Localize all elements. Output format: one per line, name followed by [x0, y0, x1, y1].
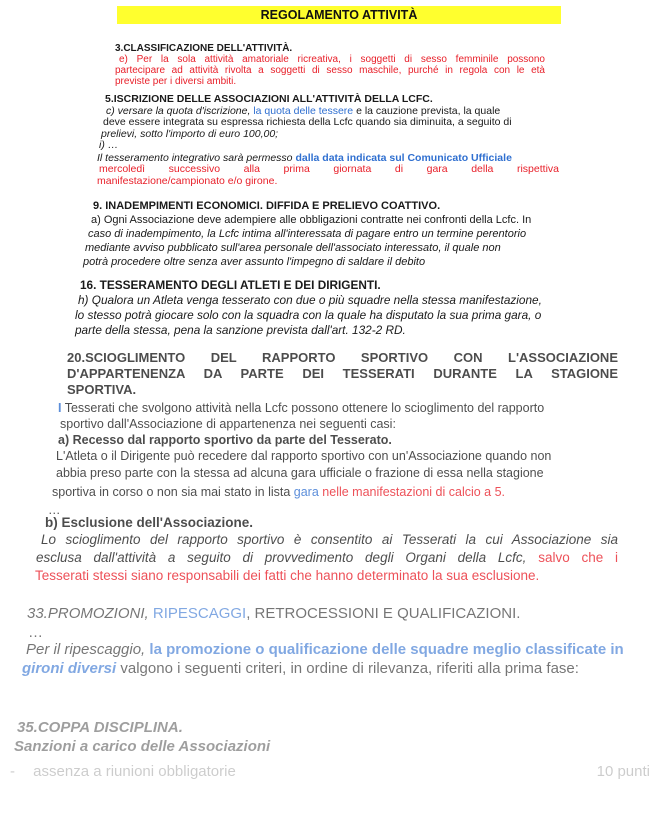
section-33-dots: …: [28, 624, 43, 641]
section-3-line: partecipare ad attività rivolta a soggetti di sesso maschile, purché in regola con le età: [115, 65, 545, 76]
section-16-title: 16. TESSERAMENTO DEGLI ATLETI E DEI DIRIGENTI.: [80, 278, 381, 292]
section-5-line: prelievi, sotto l'importo di euro 100,00;: [101, 127, 279, 140]
section-20-subheading-b: b) Esclusione dell'Associazione.: [45, 515, 254, 530]
section-20-line: sportivo dall'Associazione di appartenenza nei seguenti casi:: [60, 417, 396, 431]
section-16-line: lo stesso potrà giocare solo con la squadra con la quale ha disputato la sua prima gara, o: [75, 308, 542, 322]
section-9-line: mediante avviso pubblicato sull'area personale dell'associato interessato, il quale non: [85, 242, 501, 254]
section-9-line: a) Ogni Associazione deve adempiere alle obbligazioni contratte nei confronti della Lcfc. In: [91, 214, 532, 226]
section-20-line: esclusa dall'attività a seguito di provvedimento degli Organi della Lcfc, salvo che i: [36, 550, 618, 565]
section-35-item-points: 10 punti: [596, 763, 650, 780]
section-20-line: Lo scioglimento del rapporto sportivo è consentito ai Tesserati la cui Associazione sia: [41, 532, 618, 547]
section-3-line: previste per i diversi ambiti.: [115, 76, 237, 87]
section-5-line: deve essere integrata su espressa richiesta della Lcfc quando sia diminuita, a seguito di: [103, 116, 512, 128]
section-20: [35, 350, 618, 585]
section-20-dots: …: [48, 503, 61, 517]
section-20-line: I Tesserati che svolgono attività nella Lcfc possono ottenere lo scioglimento del rapporto: [58, 401, 545, 415]
section-33: [18, 604, 643, 678]
section-35-item: [10, 762, 650, 781]
section-5-title: 5.ISCRIZIONE DELLE ASSOCIAZIONI ALL'ATTIVITÀ DELLA LCFC.: [105, 93, 433, 105]
section-5-line: c) versare la quota d'iscrizione, la quota delle tessere e la cauzione prevista, la quale: [106, 104, 501, 117]
section-9: [85, 199, 575, 269]
section-20-line: abbia preso parte con la stessa ad alcuna gara ufficiale o frazione di essa nella stagione: [56, 466, 544, 480]
section-20-line: L'Atleta o il Dirigente può recedere dal rapporto sportivo con un'Associazione quando non: [56, 449, 552, 463]
section-33-line: Per il ripescaggio, la promozione o qualificazione delle squadre meglio classificate in: [26, 641, 624, 658]
section-35-subheading: Sanzioni a carico delle Associazioni: [14, 738, 271, 755]
section-35: [14, 718, 654, 756]
section-16: [75, 278, 585, 338]
section-5-line: Il tesseramento integrativo sarà permesso dalla data indicata sul Comunicato Ufficiale: [97, 151, 512, 164]
section-20-line: sportiva in corso o non sia mai stato in lista gara nelle manifestazioni di calcio a 5.: [52, 485, 506, 499]
section-3-title: 3.CLASSIFICAZIONE DELL'ATTIVITÀ.: [115, 43, 293, 54]
section-3: [115, 43, 545, 87]
section-16-line: parte della stessa, pena la sanzione prevista dall'art. 132-2 RD.: [75, 323, 406, 337]
section-9-title: 9. INADEMPIMENTI ECONOMICI. DIFFIDA E PRELIEVO COATTIVO.: [93, 200, 441, 212]
section-9-line: caso di inadempimento, la Lcfc intima all'interessata di pagare entro un termine perentorio: [88, 228, 527, 240]
section-33-line: gironi diversi valgono i seguenti criteri, in ordine di rilevanza, riferiti alla prima fase:: [22, 660, 579, 677]
section-3-line: e) Per la sola attività amatoriale ricreativa, i soggetti di sesso femminile possono: [119, 54, 545, 65]
list-dash: -: [10, 763, 15, 780]
section-9-line: potrà procedere oltre senza aver assunto l'impegno di saldare il debito: [83, 256, 426, 268]
section-5-line: manifestazione/campionato e/o girone.: [97, 174, 278, 187]
section-5-line: mercoledì successivo alla prima giornata di gara della rispettiva: [99, 163, 559, 175]
section-20-title: D'APPARTENENZA DA PARTE DEI TESSERATI DURANTE LA STAGIONE: [67, 366, 618, 381]
section-35-item-text: assenza a riunioni obbligatorie: [33, 763, 236, 780]
section-33-title: 33.PROMOZIONI, RIPESCAGGI, RETROCESSIONI E QUALIFICAZIONI.: [27, 605, 521, 622]
document-title-banner: REGOLAMENTO ATTIVITÀ: [117, 6, 561, 24]
section-35-title: 35.COPPA DISCIPLINA.: [17, 719, 183, 736]
section-20-line: Tesserati stessi siano responsabili dei fatti che hanno determinato la sua esclusione.: [35, 568, 540, 583]
section-5-line: i) …: [99, 139, 119, 151]
section-20-title: SPORTIVA.: [67, 382, 137, 397]
section-20-title: 20.SCIOGLIMENTO DEL RAPPORTO SPORTIVO CON L'ASSOCIAZIONE: [67, 350, 618, 365]
section-5: [97, 94, 559, 187]
section-20-subheading-a: a) Recesso dal rapporto sportivo da parte del Tesserato.: [58, 433, 392, 447]
section-16-line: h) Qualora un Atleta venga tesserato con due o più squadre nella stessa manifestazione,: [78, 293, 542, 307]
